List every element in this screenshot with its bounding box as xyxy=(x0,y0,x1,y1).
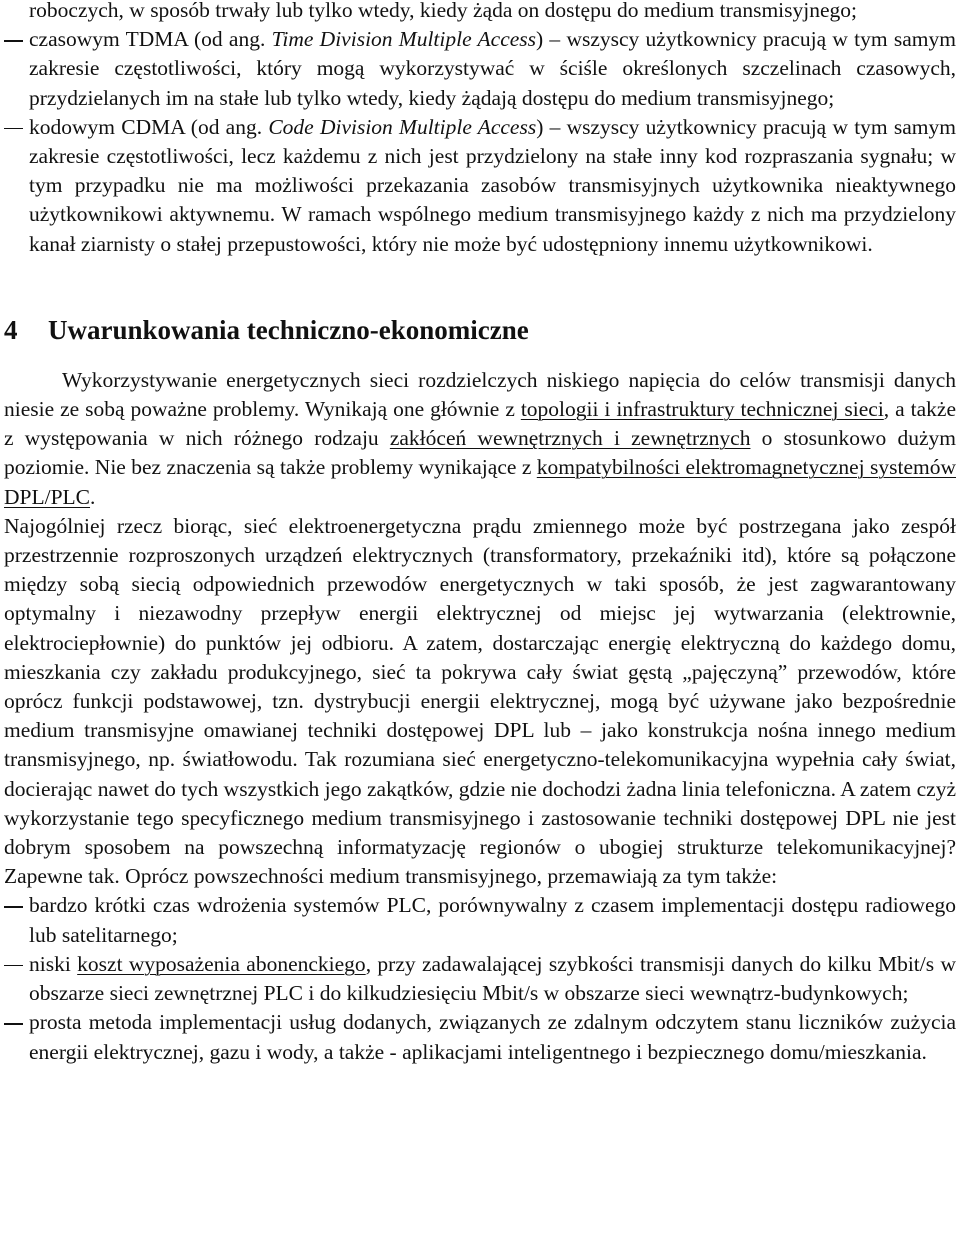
section-heading xyxy=(4,313,956,347)
tdma-term: Time Division Multiple Access xyxy=(271,27,537,52)
paragraph-network: Najogólniej rzecz biorąc, sieć elektroenergetyczna prądu zmiennego może być postrzegana jako zespół przestrzennie rozproszonych urządzeń elektrycznych (transformatory, przekaźniki itd), które są połączone między sobą siecią odpowiednich przewodów energetycznych w taki sposób, że jest zagwarantowany optymalny i niezawodny przepływ energii elektrycznej od miejsc jej wytwarzania (elektrownie, elektrociepłownie) do punktów jej odbioru. A zatem, dostarczając energię elektryczną do każdego domu, mieszkania czy zakładu produkcyjnego, sieć ta pokrywa cały świat gęstą „pajęczyną” przewodów, które oprócz funkcji podstawowej, tzn. dystrybucji energii elektrycznej, mogą być używane jako bezpośrednie medium transmisyjne omawianej techniki dostępowej DPL lub – jako konstrukcja nośna innego medium transmisyjnego, np. światłowodu. Tak rozumiana sieć energetyczno-telekomunikacyjna wypełnia cały świat, docierając nawet do tych wszystkich jego zakątków, gdzie nie dochodzi żadna linia telefoniczna. A zatem czyż wykorzystanie tego specyficznego medium transmisyjnego i zastosowanie techniki dostępowej DPL nie jest dobrym sposobem na powszechną informatyzację regionów o ubogiej strukturze telekomunikacyjnej? Zapewne tak. Oprócz powszechności medium transmisyjnego, przemawiają za tym także: xyxy=(4,513,956,889)
paragraph-problems: Wykorzystywanie energetycznych sieci rozdzielczych niskiego napięcia do celów transmisji danych niesie ze sobą poważne problemy. Wynikają one głównie z topologii i infrastruktury technicznej sieci, a także z występowania w nich różnego rodzaju zakłóceń wewnętrznych i zewnętrznych o stosunkowo dużym poziomie. Nie bez znaczenia są także problemy wynikające z kompatybilności elektromagnetycznej systemów DPL/PLC. xyxy=(4,367,956,509)
list-item-deployment-time: bardzo krótki czas wdrożenia systemów PLC, porównywalny z czasem implementacji dostępu radiowego lub satelitarnego; xyxy=(29,893,956,947)
list-continuation: roboczych, w sposób trwały lub tylko wtedy, kiedy żąda on dostępu do medium transmisyjnego; xyxy=(29,0,858,22)
list-item-low-cost: niski koszt wyposażenia abonenckiego, przy zadawalającej szybkości transmisji danych do kilku Mbit/s w obszarze sieci zewnętrznej PLC i do kilkudziesięciu Mbit/s w obszarze sieci wewnątrz-budynkowych; xyxy=(29,951,956,1006)
link-topology[interactable]: topologii i infrastruktury technicznej sieci xyxy=(520,397,884,422)
link-interference[interactable]: zakłóceń wewnętrznych i zewnętrznych xyxy=(389,426,751,451)
section-number: 4 xyxy=(4,314,18,345)
list-item-tdma: czasowym TDMA (od ang. Time Division Multiple Access) – wszyscy użytkownicy pracują w tym samym zakresie częstotliwości, który mogą wykorzystywać w ściśle określonych szczelinach czasowych, przydzielanych im na stałe lub tylko wtedy, kiedy żądają dostępu do medium transmisyjnego; xyxy=(29,27,956,110)
list-item-cdma: kodowym CDMA (od ang. Code Division Multiple Access) – wszyscy użytkownicy pracują w tym samym zakresie częstotliwości, lecz każdemu z nich jest przydzielony na stałe inny kod rozpraszania sygnału; w tym przypadku nie ma możliwości przekazania zasobów transmisyjnych użytkownika nieaktywnego użytkownikowi aktywnemu. W ramach wspólnego medium transmisyjnego każdy z nich ma przydzielony kanał ziarnisty o stałej przepustowości, który nie może być udostępniony innemu użytkownikowi. xyxy=(29,114,956,256)
section-title: Uwarunkowania techniczno-ekonomiczne xyxy=(48,314,529,345)
cdma-term: Code Division Multiple Access xyxy=(268,114,537,139)
link-emc[interactable]: kompatybilności elektromagnetycznej systemów DPL/PLC xyxy=(4,455,956,509)
link-subscriber-cost[interactable]: koszt wyposażenia abonenckiego xyxy=(77,951,366,976)
list-item-services: prosta metoda implementacji usług dodanych, związanych ze zdalnym odczytem stanu liczników zużycia energii elektrycznej, gazu i wody, a także - aplikacjami inteligentnego i bezpiecznego domu/mieszkania. xyxy=(29,1010,956,1064)
